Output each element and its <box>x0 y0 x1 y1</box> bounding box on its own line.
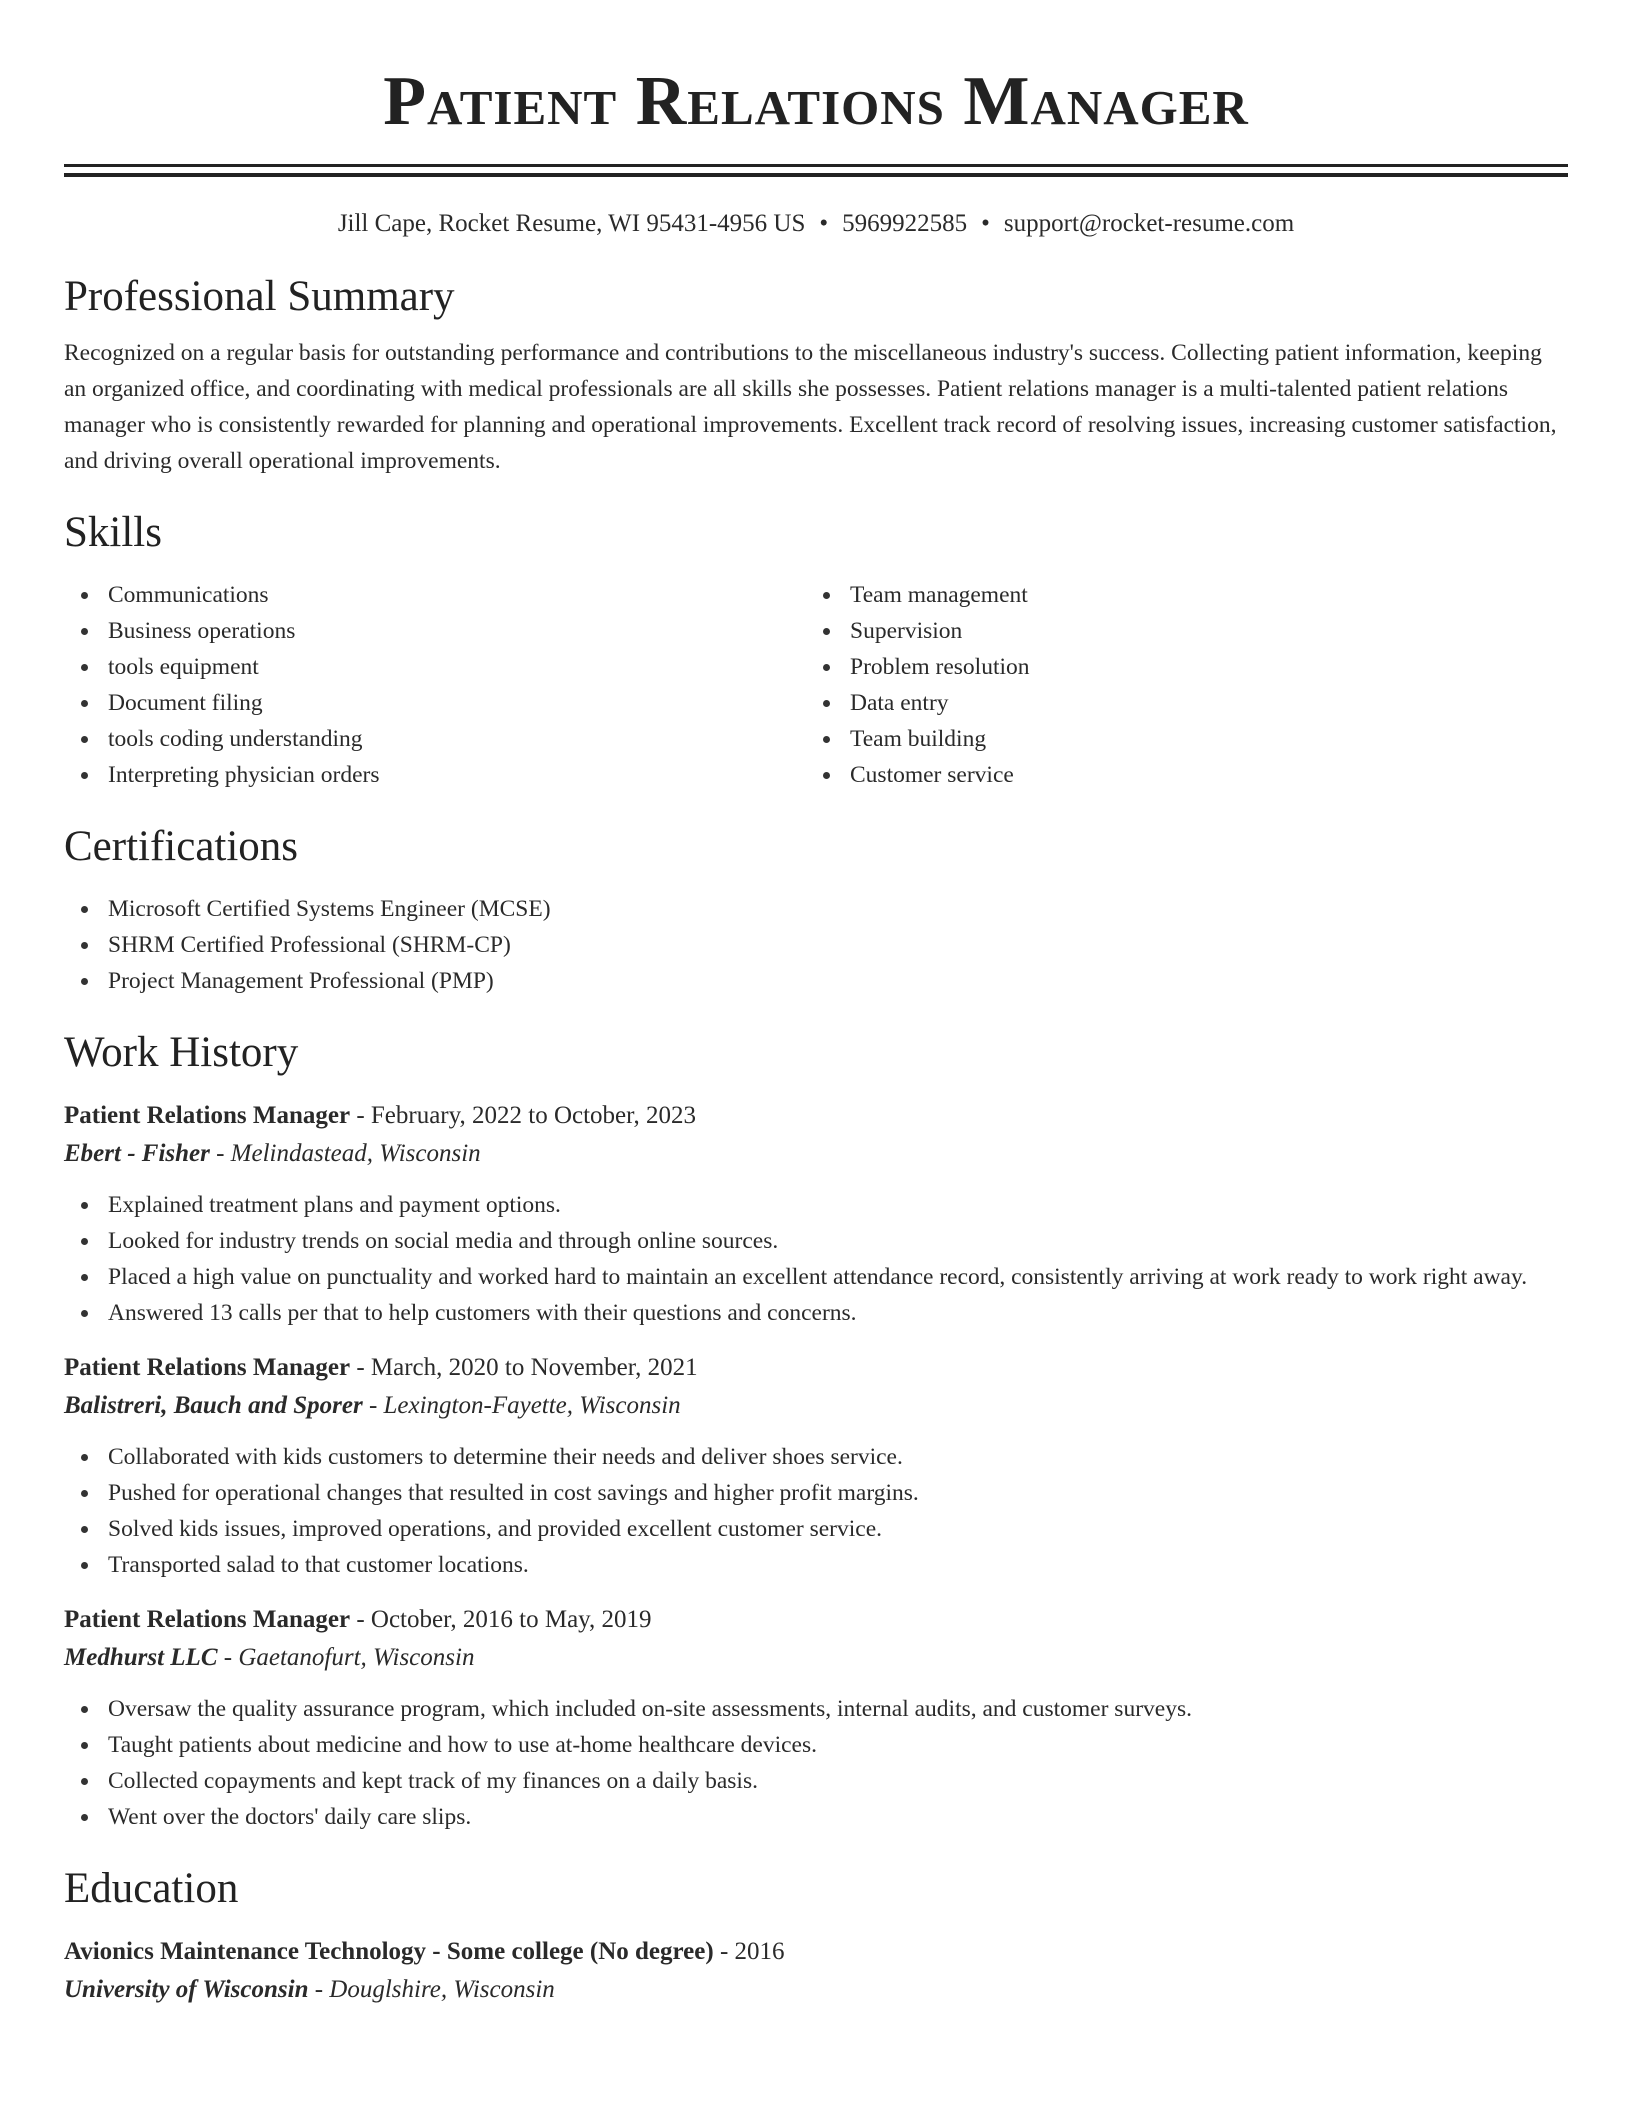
job-entry <box>64 1349 1568 1583</box>
skill-item: tools coding understanding <box>64 721 806 757</box>
education-heading: Education <box>64 1865 239 1912</box>
job-bullet: Solved kids issues, improved operations, and provided excellent customer service. <box>64 1511 1568 1547</box>
skill-item: Team building <box>806 721 1548 757</box>
job-location: - Lexington-Fayette, Wisconsin <box>362 1392 681 1419</box>
certifications-heading: Certifications <box>64 823 299 870</box>
summary-heading: Professional Summary <box>64 273 455 320</box>
education-year: - 2016 <box>713 1938 785 1965</box>
contact-address: Jill Cape, Rocket Resume, WI 95431-4956 US <box>337 210 806 237</box>
skills-list-left <box>64 577 806 793</box>
summary-text: Recognized on a regular basis for outstanding performance and contributions to the miscellaneous industry's success. Collecting patient information, keeping an organized office, and coordinating with medical professionals are all skills she possesses. Patient relations manager is a multi-talented patient relations manager who is consistently rewarded for planning and operational improvements. Excellent track record of resolving issues, increasing customer satisfaction, and driving overall operational improvements. <box>64 340 1557 474</box>
education-school-line <box>64 1971 1568 2009</box>
title-divider-bottom <box>64 173 1568 177</box>
resume-page <box>64 0 1568 2009</box>
certification-item: Microsoft Certified Systems Engineer (MCSE) <box>64 891 1568 927</box>
job-title: Patient Relations Manager <box>64 1354 351 1381</box>
certification-item: SHRM Certified Professional (SHRM-CP) <box>64 927 1568 963</box>
skills-columns <box>64 577 1568 793</box>
skill-item: Customer service <box>806 757 1548 793</box>
job-entry <box>64 1601 1568 1835</box>
skill-item: Communications <box>64 577 806 613</box>
job-bullet: Collected copayments and kept track of my finances on a daily basis. <box>64 1763 1568 1799</box>
skill-item: Business operations <box>64 613 806 649</box>
certification-item: Project Management Professional (PMP) <box>64 963 1568 999</box>
contact-line <box>64 207 1568 241</box>
job-bullet: Looked for industry trends on social media and through online sources. <box>64 1223 1568 1259</box>
job-bullet: Collaborated with kids customers to determine their needs and deliver shoes service. <box>64 1439 1568 1475</box>
contact-email: support@rocket-resume.com <box>1003 210 1295 237</box>
job-bullet: Taught patients about medicine and how to use at-home healthcare devices. <box>64 1727 1568 1763</box>
skill-item: Interpreting physician orders <box>64 757 806 793</box>
job-title: Patient Relations Manager <box>64 1102 351 1129</box>
job-location: - Melindastead, Wisconsin <box>209 1140 481 1167</box>
job-employer: Medhurst LLC <box>64 1644 218 1671</box>
contact-separator: • <box>819 210 829 237</box>
job-employer: Balistreri, Bauch and Sporer <box>64 1392 363 1419</box>
job-bullets <box>64 1439 1568 1583</box>
job-bullet: Transported salad to that customer locations. <box>64 1547 1568 1583</box>
job-bullet: Went over the doctors' daily care slips. <box>64 1799 1568 1835</box>
job-bullet: Pushed for operational changes that resulted in cost savings and higher profit margins. <box>64 1475 1568 1511</box>
job-bullet: Explained treatment plans and payment options. <box>64 1187 1568 1223</box>
contact-phone: 5969922585 <box>842 210 968 237</box>
job-employer: Ebert - Fisher <box>64 1140 210 1167</box>
title-divider-top <box>64 164 1568 167</box>
job-dates: - February, 2022 to October, 2023 <box>350 1102 696 1129</box>
education-degree: Avionics Maintenance Technology - Some college (No degree) <box>64 1938 714 1965</box>
contact-separator: • <box>981 210 990 237</box>
job-dates: - March, 2020 to November, 2021 <box>350 1354 698 1381</box>
skills-list-right <box>806 577 1548 793</box>
job-title-line <box>64 1601 1568 1639</box>
job-employer-line <box>64 1387 1568 1425</box>
job-bullets <box>64 1187 1568 1331</box>
job-entry <box>64 1097 1568 1331</box>
education-location: - Douglshire, Wisconsin <box>308 1976 555 2003</box>
job-title-line <box>64 1097 1568 1135</box>
job-bullets <box>64 1691 1568 1835</box>
job-title-line <box>64 1349 1568 1387</box>
skill-item: Data entry <box>806 685 1548 721</box>
education-degree-line <box>64 1933 1568 1971</box>
job-location: - Gaetanofurt, Wisconsin <box>217 1644 475 1671</box>
skill-item: Supervision <box>806 613 1548 649</box>
education-school: University of Wisconsin <box>64 1976 309 2003</box>
job-bullet: Placed a high value on punctuality and worked hard to maintain an excellent attendance record, consistently arriving at work ready to work right away. <box>64 1259 1568 1295</box>
skill-item: tools equipment <box>64 649 806 685</box>
skills-heading: Skills <box>64 509 162 556</box>
job-dates: - October, 2016 to May, 2019 <box>350 1606 652 1633</box>
job-bullet: Answered 13 calls per that to help customers with their questions and concerns. <box>64 1295 1568 1331</box>
job-employer-line <box>64 1639 1568 1677</box>
skill-item: Problem resolution <box>806 649 1548 685</box>
skill-item: Document filing <box>64 685 806 721</box>
job-bullet: Oversaw the quality assurance program, which included on-site assessments, internal audits, and customer surveys. <box>64 1691 1568 1727</box>
job-employer-line <box>64 1135 1568 1173</box>
skill-item: Team management <box>806 577 1548 613</box>
resume-title: Patient Relations Manager <box>383 63 1249 140</box>
certifications-list <box>64 891 1568 999</box>
work-history-heading: Work History <box>64 1029 299 1076</box>
job-title: Patient Relations Manager <box>64 1606 351 1633</box>
